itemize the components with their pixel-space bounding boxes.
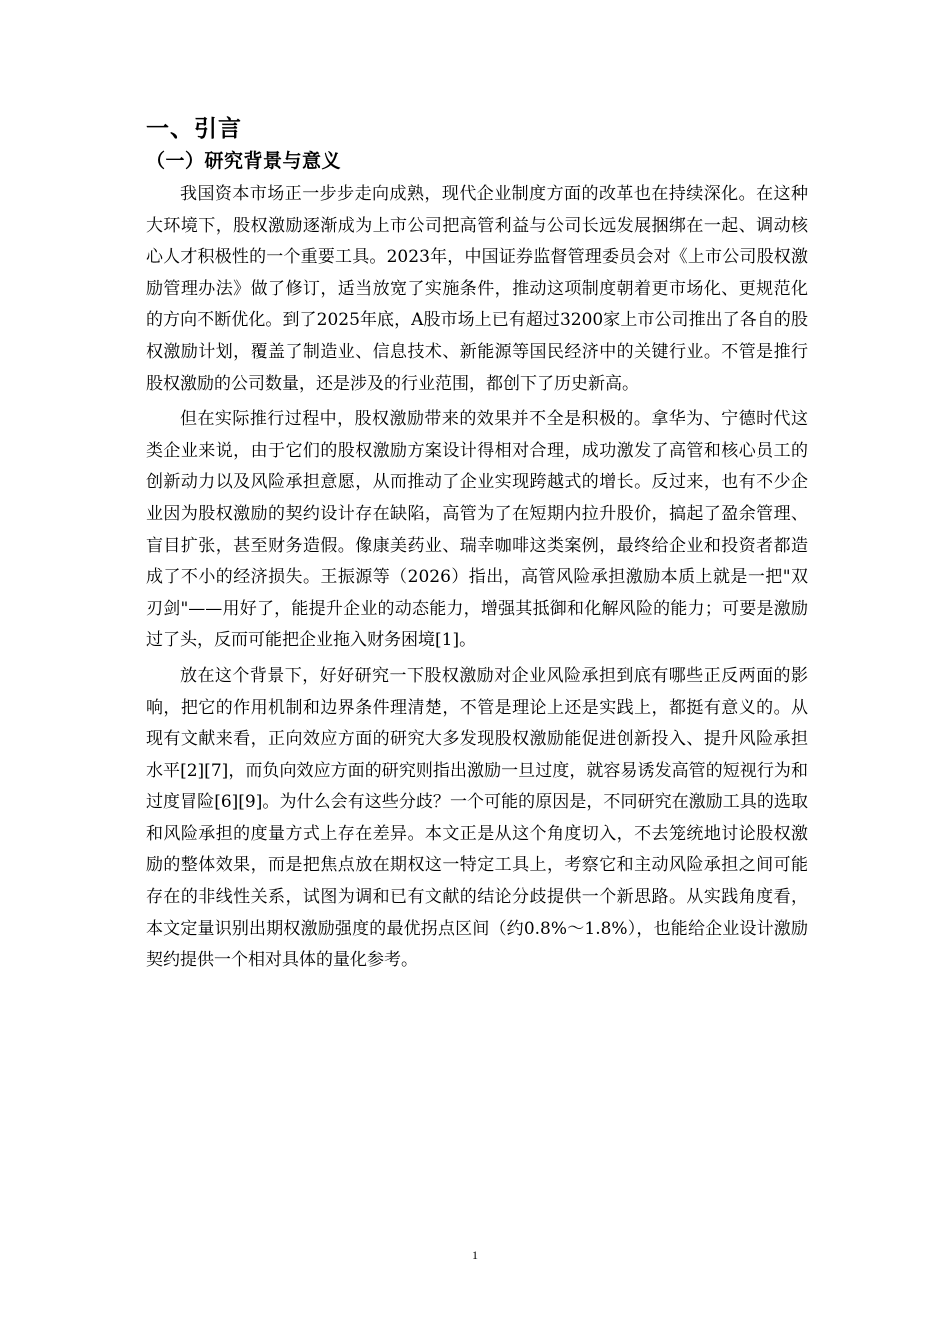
section-heading: 一、引言 xyxy=(146,116,242,142)
subsection-heading: （一）研究背景与意义 xyxy=(146,150,342,172)
body-paragraph-1: 我国资本市场正一步步走向成熟，现代企业制度方面的改革也在持续深化。在这种大环境下，股权激励逐渐成为上市公司把高管利益与公司长远发展捆绑在一起、调动核心人才积极性的一个重要工具。2023年，中国证券监督管理委员会对《上市公司股权激励管理办法》做了修订，适当放宽了实施条件，推动这项制度朝着更市场化、更规范化的方向不断优化。到了2025年底，A股市场上已有超过3200家上市公司推出了各自的股权激励计划，覆盖了制造业、信息技术、新能源等国民经济中的关键行业。不管是推行股权激励的公司数量，还是涉及的行业范围，都创下了历史新高。 xyxy=(146,184,808,394)
document-page xyxy=(146,112,808,981)
body-paragraph-3: 放在这个背景下，好好研究一下股权激励对企业风险承担到底有哪些正反两面的影响，把它的作用机制和边界条件理清楚，不管是理论上还是实践上，都挺有意义的。从现有文献来看，正向效应方面的研究大多发现股权激励能促进创新投入、提升风险承担水平[2][7]，而负向效应方面的研究则指出激励一旦过度，就容易诱发高管的短视行为和过度冒险[6][9]。为什么会有这些分歧？一个可能的原因是，不同研究在激励工具的选取和风险承担的度量方式上存在差异。本文正是从这个角度切入，不去笼统地讨论股权激励的整体效果，而是把焦点放在期权这一特定工具上，考察它和主动风险承担之间可能存在的非线性关系，试图为调和已有文献的结论分歧提供一个新思路。从实践角度看，本文定量识别出期权激励强度的最优拐点区间（约0.8%～1.8%），也能给企业设计激励契约提供一个相对具体的量化参考。 xyxy=(146,665,808,971)
page-number: 1 xyxy=(472,1248,478,1262)
body-paragraph-2: 但在实际推行过程中，股权激励带来的效果并不全是积极的。拿华为、宁德时代这类企业来说，由于它们的股权激励方案设计得相对合理，成功激发了高管和核心员工的创新动力以及风险承担意愿，从而推动了企业实现跨越式的增长。反过来，也有不少企业因为股权激励的契约设计存在缺陷，高管为了在短期内拉升股价，搞起了盈余管理、盲目扩张，甚至财务造假。像康美药业、瑞幸咖啡这类案例，最终给企业和投资者都造成了不小的经济损失。王振源等（2026）指出，高管风险承担激励本质上就是一把"双刃剑"——用好了，能提升企业的动态能力，增强其抵御和化解风险的能力；可要是激励过了头，反而可能把企业拖入财务困境[1]。 xyxy=(146,409,808,651)
